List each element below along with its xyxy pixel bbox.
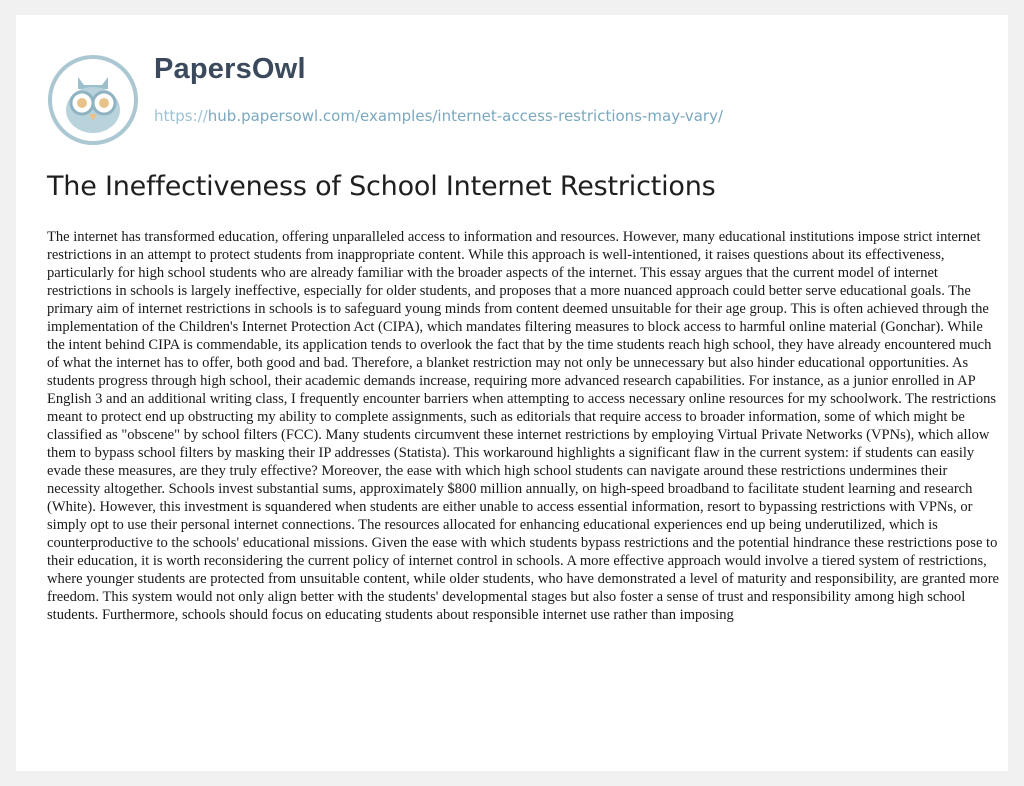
url-scheme: https:// — [154, 107, 208, 125]
brand-name: PapersOwl — [154, 53, 306, 85]
site-header — [48, 45, 948, 145]
document-page — [16, 15, 1008, 771]
essay-title: The Ineffectiveness of School Internet Restrictions — [47, 171, 716, 202]
essay-body: The internet has transformed education, offering unparalleled access to information and resources. However, many educational institutions impose strict internet restrictions in an attempt to protect students from inappropriate content. While this approach is well-intentioned, it raises questions about its effectiveness, particularly for high school students who are already familiar with the broader aspects of the internet. This essay argues that the current model of internet restrictions in schools is largely ineffective, especially for older students, and proposes that a more nuanced approach could better serve educational goals. The primary aim of internet restrictions in schools is to safeguard young minds from content deemed unsuitable for their age group. This is often achieved through the implementation of the Children's Internet Protection Act (CIPA), which mandates filtering measures to block access to harmful online material (Gonchar). While the intent behind CIPA is commendable, its application tends to overlook the fact that by the time students reach high school, they have already encountered much of what the internet has to offer, both good and bad. Therefore, a blanket restriction may not only be unnecessary but also hinder educational opportunities. As students progress through high school, their academic demands increase, requiring more advanced research capabilities. For instance, as a junior enrolled in AP English 3 and an additional writing class, I frequently encounter barriers when attempting to access necessary online resources for my schoolwork. The restrictions meant to protect end up obstructing my ability to complete assignments, such as editorials that require access to broader information, some of which might be classified as "obscene" by school filters (FCC). Many students circumvent these internet restrictions by employing Virtual Private Networks (VPNs), which allow them to bypass school filters by masking their IP addresses (Statista). This workaround highlights a significant flaw in the current system: if students can easily evade these measures, are they truly effective? Moreover, the ease with which high school students can navigate around these restrictions undermines their necessity altogether. Schools invest substantial sums, approximately $800 million annually, on high-speed broadband to facilitate student learning and research (White). However, this investment is squandered when students are either unable to access essential information, resort to bypassing restrictions with VPNs, or simply opt to use their personal internet connections. The resources allocated for enhancing educational experiences end up being underutilized, which is counterproductive to the schools' educational missions. Given the ease with which students bypass restrictions and the potential hindrance these restrictions pose to their education, it is worth reconsidering the current policy of internet control in schools. A more effective approach would involve a tiered system of restrictions, where younger students are protected from unsuitable content, while older students, who have demonstrated a level of maturity and responsibility, are granted more freedom. This system would not only align better with the students' developmental stages but also foster a sense of trust and responsibility among high school students. Furthermore, schools should focus on educating students about responsible internet use rather than imposing — [47, 229, 999, 623]
url-path: hub.papersowl.com/examples/internet-access-restrictions-may-vary/ — [207, 107, 724, 125]
owl-logo-icon — [48, 55, 138, 145]
source-url-link[interactable] — [154, 107, 723, 125]
